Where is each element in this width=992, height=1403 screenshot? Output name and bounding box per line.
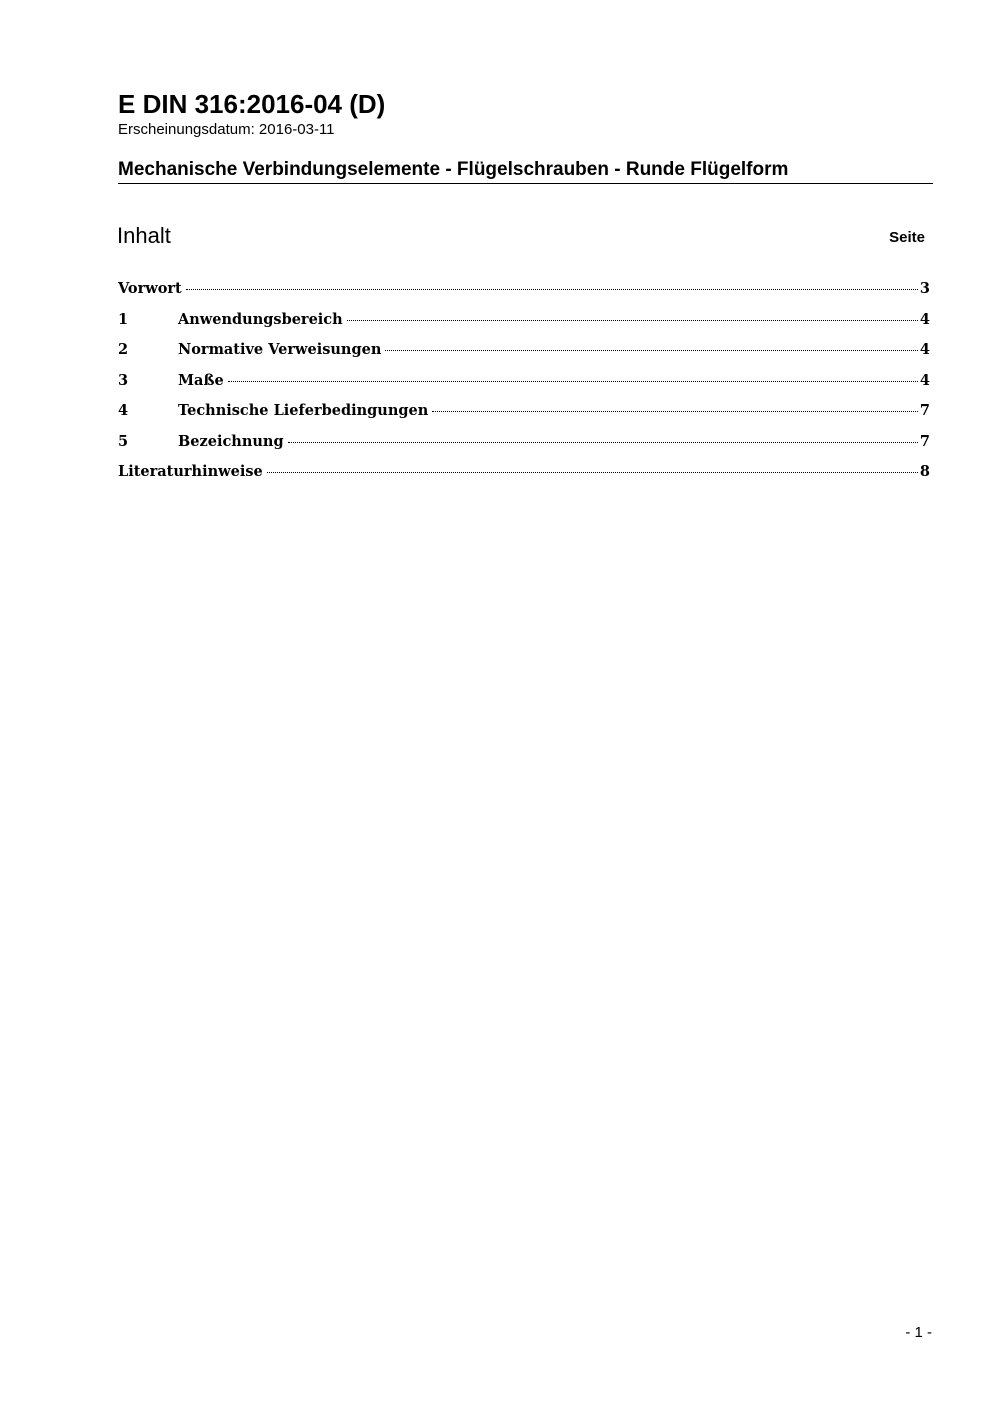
toc-entry-label: Anwendungsbereich [178, 310, 343, 328]
page-number: - 1 - [905, 1324, 932, 1341]
toc-dot-leader [228, 381, 918, 382]
toc-entry-number: 4 [118, 402, 129, 419]
toc-entry-literaturhinweise[interactable] [118, 461, 930, 492]
toc-dot-leader [186, 289, 918, 290]
publication-date: Erscheinungsdatum: 2016-03-11 [118, 121, 335, 138]
toc-page-column-heading: Seite [889, 229, 925, 246]
toc-entry-technische-lieferbedingungen[interactable] [118, 400, 930, 431]
table-of-contents [118, 278, 930, 492]
toc-entry-label: Maße [178, 371, 224, 389]
toc-entry-label: Bezeichnung [178, 432, 284, 450]
toc-entry-label: Normative Verweisungen [178, 341, 382, 358]
toc-entry-number: 2 [118, 341, 129, 358]
toc-entry-page: 7 [919, 432, 930, 450]
toc-entry-label: Literaturhinweise [118, 463, 263, 480]
toc-entry-vorwort[interactable] [118, 278, 930, 309]
toc-entry-page: 7 [919, 402, 930, 419]
toc-entry-number: 3 [118, 371, 129, 389]
toc-entry-number: 1 [118, 310, 129, 328]
toc-entry-normative-verweisungen[interactable] [118, 339, 930, 370]
toc-entry-bezeichnung[interactable] [118, 431, 930, 462]
toc-dot-leader [432, 411, 918, 412]
toc-entry-number: 5 [118, 432, 129, 450]
toc-entry-page: 3 [919, 280, 930, 297]
toc-entry-page: 8 [919, 463, 930, 480]
toc-entry-anwendungsbereich[interactable] [118, 309, 930, 340]
toc-entry-page: 4 [919, 341, 930, 358]
document-id: E DIN 316:2016-04 (D) [118, 89, 386, 119]
toc-dot-leader [385, 350, 918, 351]
toc-heading: Inhalt [117, 223, 171, 248]
toc-entry-page: 4 [919, 371, 930, 389]
toc-dot-leader [347, 320, 918, 321]
toc-dot-leader [288, 442, 918, 443]
toc-entry-masse[interactable] [118, 370, 930, 401]
toc-dot-leader [267, 472, 918, 473]
document-title: Mechanische Verbindungselemente - Flügelschrauben - Runde Flügelform [118, 159, 789, 180]
toc-entry-page: 4 [919, 310, 930, 328]
toc-entry-label: Vorwort [118, 280, 182, 297]
toc-entry-label: Technische Lieferbedingungen [178, 402, 429, 419]
title-divider [118, 183, 933, 184]
